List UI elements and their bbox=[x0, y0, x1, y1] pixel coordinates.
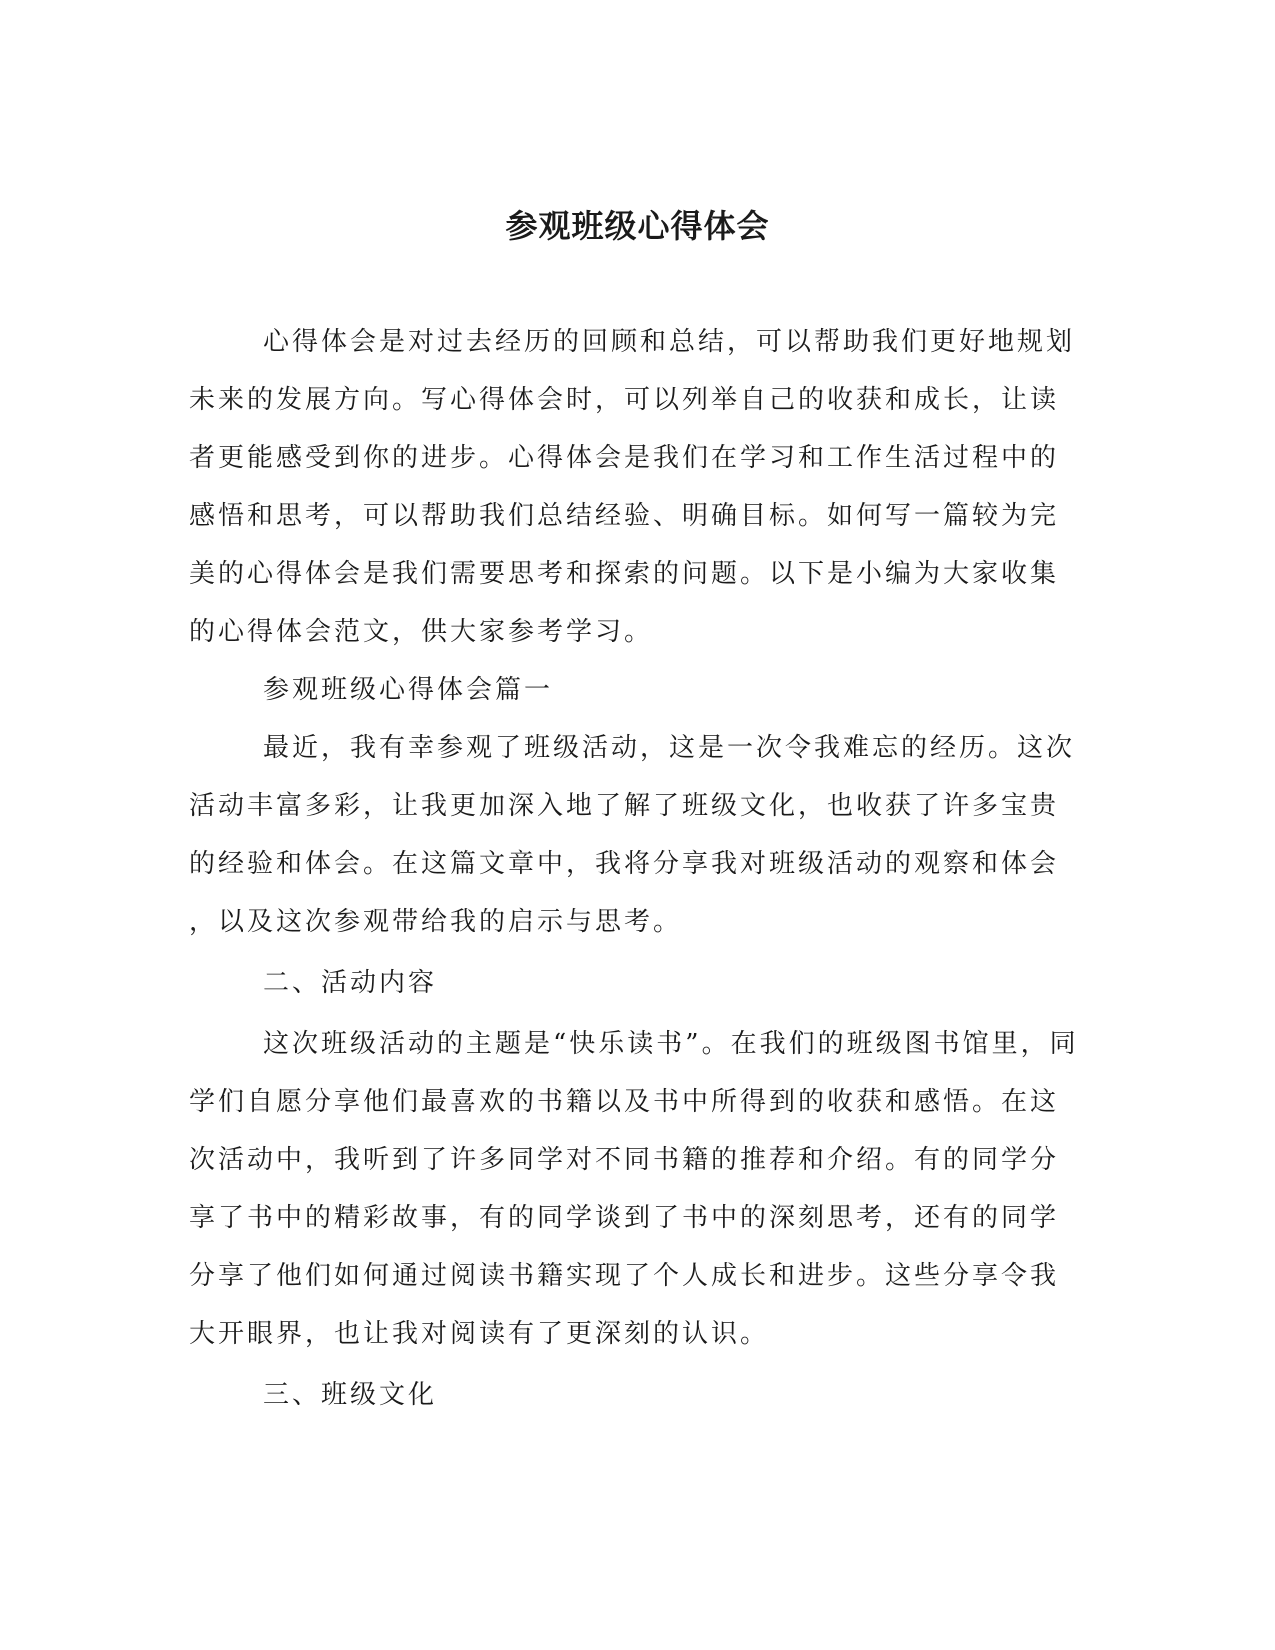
section-heading: 参观班级心得体会篇一 bbox=[263, 675, 554, 705]
paragraph-line: 最近，我有幸参观了班级活动，这是一次令我难忘的经历。这次 bbox=[263, 733, 1076, 763]
paragraph-line: 感悟和思考，可以帮助我们总结经验、明确目标。如何写一篇较为完 bbox=[189, 501, 1060, 531]
paragraph-line: 次活动中，我听到了许多同学对不同书籍的推荐和介绍。有的同学分 bbox=[189, 1145, 1060, 1175]
paragraph-line: 者更能感受到你的进步。心得体会是我们在学习和工作生活过程中的 bbox=[189, 443, 1060, 473]
paragraph-line: 分享了他们如何通过阅读书籍实现了个人成长和进步。这些分享令我 bbox=[189, 1261, 1060, 1291]
paragraph-line: 的经验和体会。在这篇文章中，我将分享我对班级活动的观察和体会 bbox=[189, 849, 1060, 879]
paragraph-line: 大开眼界，也让我对阅读有了更深刻的认识。 bbox=[189, 1319, 770, 1349]
paragraph-line: ，以及这次参观带给我的启示与思考。 bbox=[189, 907, 683, 937]
paragraph-line: 的心得体会范文，供大家参考学习。 bbox=[189, 617, 654, 647]
section-heading: 三、班级文化 bbox=[263, 1380, 438, 1410]
paragraph-line: 这次班级活动的主题是“快乐读书”。在我们的班级图书馆里，同 bbox=[263, 1029, 1079, 1059]
paragraph-line: 活动丰富多彩，让我更加深入地了解了班级文化，也收获了许多宝贵 bbox=[189, 791, 1060, 821]
document-title: 参观班级心得体会 bbox=[505, 207, 770, 245]
paragraph-line: 未来的发展方向。写心得体会时，可以列举自己的收获和成长，让读 bbox=[189, 385, 1060, 415]
paragraph-line: 学们自愿分享他们最喜欢的书籍以及书中所得到的收获和感悟。在这 bbox=[189, 1087, 1060, 1117]
section-heading: 二、活动内容 bbox=[263, 968, 438, 998]
paragraph-line: 享了书中的精彩故事，有的同学谈到了书中的深刻思考，还有的同学 bbox=[189, 1203, 1060, 1233]
paragraph-line: 美的心得体会是我们需要思考和探索的问题。以下是小编为大家收集 bbox=[189, 559, 1060, 589]
paragraph-line: 心得体会是对过去经历的回顾和总结，可以帮助我们更好地规划 bbox=[263, 327, 1076, 357]
